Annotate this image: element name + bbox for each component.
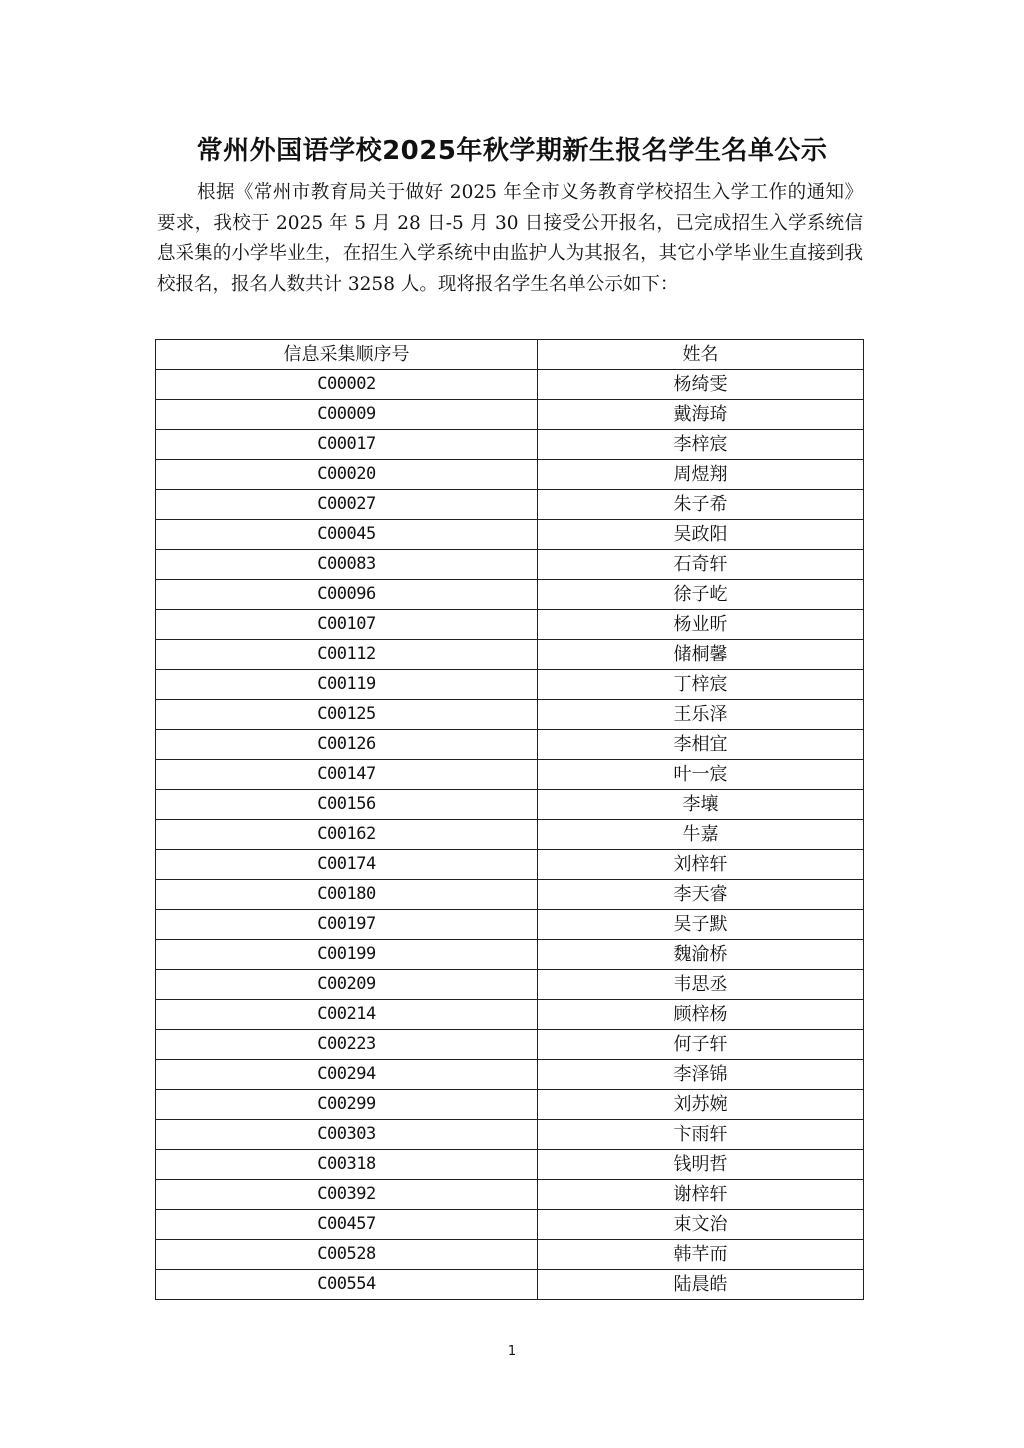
table-row [156,700,864,730]
table-row [156,460,864,490]
table-row [156,1240,864,1270]
student-name-cell: 陆晨皓 [538,1270,864,1300]
table-row [156,400,864,430]
student-name-cell: 刘苏婉 [538,1090,864,1120]
table-row [156,850,864,880]
student-name-cell: 朱子希 [538,490,864,520]
table-row [156,430,864,460]
sequence-number-cell: C00125 [156,700,538,730]
student-name-cell: 丁梓宸 [538,670,864,700]
sequence-number-cell: C00299 [156,1090,538,1120]
student-name-cell: 吴政阳 [538,520,864,550]
table-row [156,1150,864,1180]
header-student-name: 姓名 [538,340,864,370]
table-row [156,880,864,910]
table-row [156,970,864,1000]
header-sequence-number: 信息采集顺序号 [156,340,538,370]
page-title: 常州外国语学校2025年秋学期新生报名学生名单公示 [196,136,828,166]
table-row [156,490,864,520]
sequence-number-cell: C00107 [156,610,538,640]
table-row [156,520,864,550]
sequence-number-cell: C00147 [156,760,538,790]
student-name-cell: 周煜翔 [538,460,864,490]
page-number: 1 [507,1344,517,1359]
student-name-cell: 叶一宸 [538,760,864,790]
table-row [156,1210,864,1240]
registration-table [155,339,864,1300]
student-name-cell: 束文治 [538,1210,864,1240]
sequence-number-cell: C00027 [156,490,538,520]
table-row [156,1090,864,1120]
table-row [156,580,864,610]
table-row [156,1060,864,1090]
table-row [156,730,864,760]
sequence-number-cell: C00083 [156,550,538,580]
sequence-number-cell: C00112 [156,640,538,670]
sequence-number-cell: C00119 [156,670,538,700]
intro-paragraph: 根据《常州市教育局关于做好 2025 年全市义务教育学校招生入学工作的通知》要求，我校于 2025 年 5 月 28 日-5 月 30 日接受公开报名，已完成招生入学系统信息采集的小学毕业生，在招生入学系统中由监护人为其报名，其它小学毕业生直接到我校报名，报名人数共计 3258 人。现将报名学生名单公示如下： [157,182,863,295]
sequence-number-cell: C00303 [156,1120,538,1150]
sequence-number-cell: C00318 [156,1150,538,1180]
sequence-number-cell: C00457 [156,1210,538,1240]
sequence-number-cell: C00199 [156,940,538,970]
sequence-number-cell: C00197 [156,910,538,940]
student-name-cell: 储桐馨 [538,640,864,670]
table-row [156,790,864,820]
student-name-cell: 顾梓杨 [538,1000,864,1030]
student-name-cell: 牛嘉 [538,820,864,850]
student-name-cell: 吴子默 [538,910,864,940]
table-row [156,1030,864,1060]
table-row [156,760,864,790]
table-row [156,1180,864,1210]
sequence-number-cell: C00294 [156,1060,538,1090]
sequence-number-cell: C00554 [156,1270,538,1300]
sequence-number-cell: C00162 [156,820,538,850]
sequence-number-cell: C00126 [156,730,538,760]
student-name-cell: 魏渝桥 [538,940,864,970]
table-row [156,370,864,400]
student-name-cell: 李相宜 [538,730,864,760]
table-body [156,370,864,1300]
sequence-number-cell: C00214 [156,1000,538,1030]
sequence-number-cell: C00174 [156,850,538,880]
student-name-cell: 钱明哲 [538,1150,864,1180]
sequence-number-cell: C00045 [156,520,538,550]
student-name-cell: 谢梓轩 [538,1180,864,1210]
student-name-cell: 王乐泽 [538,700,864,730]
table-row [156,640,864,670]
sequence-number-cell: C00156 [156,790,538,820]
sequence-number-cell: C00180 [156,880,538,910]
student-name-cell: 李梓宸 [538,430,864,460]
table-row [156,1270,864,1300]
student-name-cell: 杨绮雯 [538,370,864,400]
table-row [156,940,864,970]
student-name-cell: 徐子屹 [538,580,864,610]
student-name-cell: 戴海琦 [538,400,864,430]
table-row [156,550,864,580]
student-name-cell: 石奇轩 [538,550,864,580]
table-row [156,1120,864,1150]
table-row [156,670,864,700]
table-row [156,910,864,940]
table-row [156,820,864,850]
sequence-number-cell: C00528 [156,1240,538,1270]
sequence-number-cell: C00009 [156,400,538,430]
sequence-number-cell: C00223 [156,1030,538,1060]
student-name-cell: 李泽锦 [538,1060,864,1090]
sequence-number-cell: C00017 [156,430,538,460]
student-name-cell: 卞雨轩 [538,1120,864,1150]
sequence-number-cell: C00020 [156,460,538,490]
student-name-cell: 李壤 [538,790,864,820]
student-name-cell: 杨业昕 [538,610,864,640]
student-name-cell: 李天睿 [538,880,864,910]
table-row [156,1000,864,1030]
student-name-cell: 刘梓轩 [538,850,864,880]
table-header-row [156,340,864,370]
student-name-cell: 韩芊而 [538,1240,864,1270]
sequence-number-cell: C00002 [156,370,538,400]
student-name-cell: 何子轩 [538,1030,864,1060]
table-row [156,610,864,640]
sequence-number-cell: C00096 [156,580,538,610]
student-name-cell: 韦思丞 [538,970,864,1000]
sequence-number-cell: C00392 [156,1180,538,1210]
sequence-number-cell: C00209 [156,970,538,1000]
